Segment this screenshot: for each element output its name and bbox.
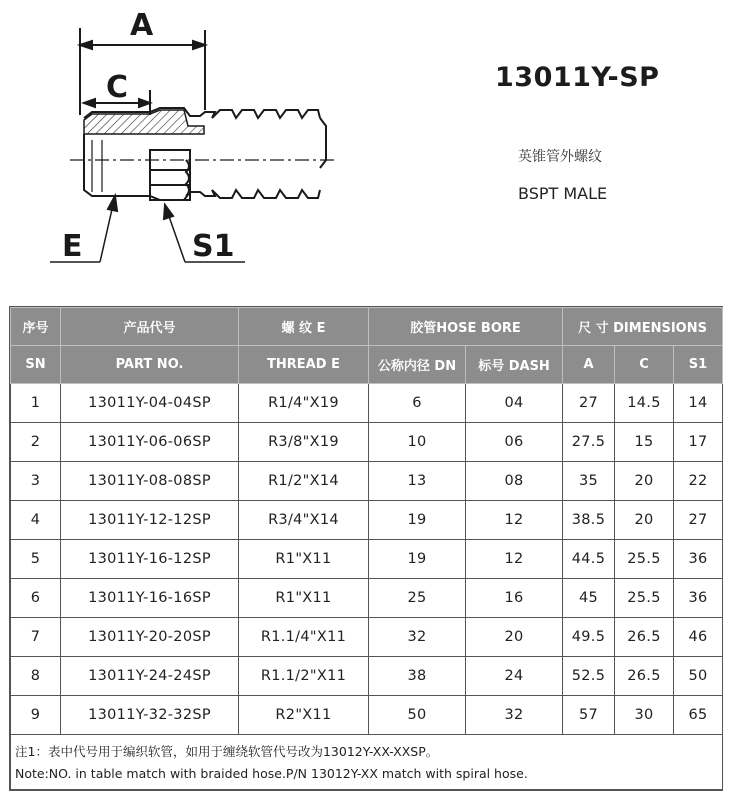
cell-dn: 38	[369, 657, 466, 696]
cell-sn: 5	[11, 540, 61, 579]
header-sn: SN	[11, 346, 61, 384]
cell-thread: R2"X11	[239, 696, 369, 735]
cell-s1: 27	[674, 501, 723, 540]
cell-sn: 1	[11, 384, 61, 423]
cell-thread: R1"X11	[239, 540, 369, 579]
cell-dn: 50	[369, 696, 466, 735]
label-e: E	[62, 229, 83, 264]
cell-dash: 08	[466, 462, 563, 501]
cell-a: 27	[563, 384, 615, 423]
cell-thread: R3/8"X19	[239, 423, 369, 462]
cell-dn: 13	[369, 462, 466, 501]
table-row	[11, 618, 723, 657]
cell-a: 45	[563, 579, 615, 618]
table-row	[11, 696, 723, 735]
cell-dn: 6	[369, 384, 466, 423]
cell-thread: R1"X11	[239, 579, 369, 618]
table-row	[11, 462, 723, 501]
cell-dash: 20	[466, 618, 563, 657]
cell-thread: R1/4"X19	[239, 384, 369, 423]
cell-part: 13011Y-16-16SP	[61, 579, 239, 618]
hex-body	[150, 150, 190, 200]
cell-part: 13011Y-04-04SP	[61, 384, 239, 423]
table-row	[11, 657, 723, 696]
cell-s1: 14	[674, 384, 723, 423]
cell-dn: 19	[369, 501, 466, 540]
cell-part: 13011Y-06-06SP	[61, 423, 239, 462]
header-thread: THREAD E	[239, 346, 369, 384]
header-sn-cn: 序号	[11, 308, 61, 346]
cell-dash: 06	[466, 423, 563, 462]
table-row	[11, 384, 723, 423]
header-part-cn: 产品代号	[61, 308, 239, 346]
spec-table-container	[9, 306, 723, 791]
cell-dn: 10	[369, 423, 466, 462]
header-row-1	[11, 308, 723, 346]
cell-a: 38.5	[563, 501, 615, 540]
cell-dash: 32	[466, 696, 563, 735]
cell-c: 26.5	[615, 618, 674, 657]
header-part-no: PART NO.	[61, 346, 239, 384]
cell-s1: 46	[674, 618, 723, 657]
cell-s1: 22	[674, 462, 723, 501]
subtitle-chinese: 英锥管外螺纹	[518, 149, 602, 165]
label-a: A	[130, 8, 154, 43]
header-dimensions: 尺 寸 DIMENSIONS	[563, 308, 723, 346]
cell-s1: 17	[674, 423, 723, 462]
cell-c: 26.5	[615, 657, 674, 696]
cell-sn: 2	[11, 423, 61, 462]
subtitle-english: BSPT MALE	[518, 184, 608, 203]
cell-dn: 25	[369, 579, 466, 618]
table-row	[11, 501, 723, 540]
cell-s1: 65	[674, 696, 723, 735]
cell-thread: R3/4"X14	[239, 501, 369, 540]
cell-a: 35	[563, 462, 615, 501]
cell-dash: 12	[466, 540, 563, 579]
cell-c: 25.5	[615, 540, 674, 579]
cell-part: 13011Y-08-08SP	[61, 462, 239, 501]
cell-dash: 24	[466, 657, 563, 696]
cell-s1: 36	[674, 579, 723, 618]
header-c: C	[615, 346, 674, 384]
cell-thread: R1/2"X14	[239, 462, 369, 501]
dim-a-arrow-right	[193, 41, 205, 49]
fitting-drawing	[0, 0, 730, 300]
note-english: Note:NO. in table match with braided hose.P/N 13012Y-XX match with spiral hose.	[15, 766, 528, 781]
note-row	[11, 735, 723, 790]
cell-dn: 32	[369, 618, 466, 657]
cell-part: 13011Y-24-24SP	[61, 657, 239, 696]
cell-c: 20	[615, 501, 674, 540]
label-c: C	[106, 70, 129, 105]
note-chinese: 注1：表中代号用于编织软管，如用于缠绕软管代号改为13012Y-XX-XXSP。	[15, 744, 439, 759]
header-thread-cn: 螺 纹 E	[239, 308, 369, 346]
cell-dn: 19	[369, 540, 466, 579]
cell-a: 52.5	[563, 657, 615, 696]
table-row	[11, 579, 723, 618]
header-s1: S1	[674, 346, 723, 384]
model-title: 13011Y-SP	[495, 62, 660, 93]
cell-dash: 12	[466, 501, 563, 540]
cell-a: 57	[563, 696, 615, 735]
header-hose-bore: 胶管HOSE BORE	[369, 308, 563, 346]
cell-s1: 50	[674, 657, 723, 696]
header-dn: 公称内径 DN	[369, 346, 466, 384]
cell-part: 13011Y-20-20SP	[61, 618, 239, 657]
note-cell	[11, 735, 723, 790]
cell-part: 13011Y-16-12SP	[61, 540, 239, 579]
cell-a: 49.5	[563, 618, 615, 657]
cell-c: 14.5	[615, 384, 674, 423]
cell-c: 20	[615, 462, 674, 501]
cell-dash: 16	[466, 579, 563, 618]
table-row	[11, 540, 723, 579]
cell-sn: 6	[11, 579, 61, 618]
cell-c: 30	[615, 696, 674, 735]
cell-thread: R1.1/2"X11	[239, 657, 369, 696]
cell-sn: 8	[11, 657, 61, 696]
cell-a: 27.5	[563, 423, 615, 462]
dim-a-arrow-left	[80, 41, 92, 49]
cell-sn: 9	[11, 696, 61, 735]
spec-table	[10, 307, 723, 790]
cell-thread: R1.1/4"X11	[239, 618, 369, 657]
header-a: A	[563, 346, 615, 384]
cell-c: 15	[615, 423, 674, 462]
cell-sn: 4	[11, 501, 61, 540]
cell-part: 13011Y-12-12SP	[61, 501, 239, 540]
cell-sn: 3	[11, 462, 61, 501]
cell-a: 44.5	[563, 540, 615, 579]
cell-s1: 36	[674, 540, 723, 579]
label-s1: S1	[192, 229, 235, 264]
table-row	[11, 423, 723, 462]
cell-sn: 7	[11, 618, 61, 657]
cell-part: 13011Y-32-32SP	[61, 696, 239, 735]
cell-dash: 04	[466, 384, 563, 423]
header-row-2	[11, 346, 723, 384]
cell-c: 25.5	[615, 579, 674, 618]
header-dash: 标号 DASH	[466, 346, 563, 384]
